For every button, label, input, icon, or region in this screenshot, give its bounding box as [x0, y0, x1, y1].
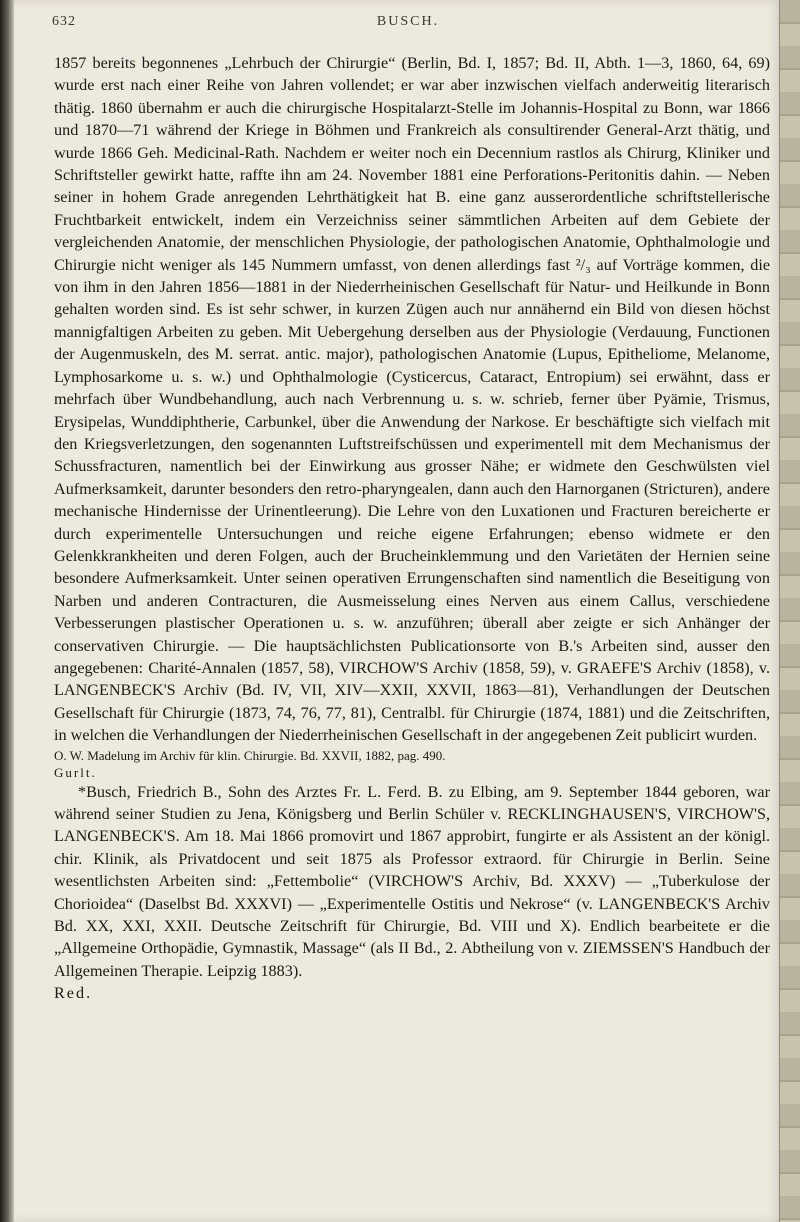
page-edge-stack: [779, 0, 800, 1222]
paragraph-busch-wilhelm: 1857 bereits begonnenes „Lehrbuch der Chirurgie“ (Berlin, Bd. I, 1857; Bd. II, Abth. 1—3, 1860, 64, 69) wurde erst nach einer Reihe von Jahren vollendet; er war aber inzwischen vielfach anderweitig literarisch thätig. 1860 übernahm er auch die chirurgische Hospitalarzt-Stelle im Johannis-Hospital zu Bonn, war 1866 und 1870—71 während der Kriege in Böhmen und Frankreich als consultirender General-Arzt thätig, und wurde 1866 Geh. Medicinal-Rath. Nachdem er weiter noch ein Decennium rastlos als Chirurg, Kliniker und Schriftsteller gewirkt hatte, raffte ihn am 24. November 1881 eine Perforations-Peritonitis dahin. — Neben seiner in hohem Grade anregenden Lehrthätigkeit hat B. eine ganz ausserordentliche schriftstellerische Fruchtbarkeit entwickelt, indem ein Verzeichniss seiner sämmtlichen Arbeiten auf dem Gebiete der vergleichenden Anatomie, der menschlichen Physiologie, der pathologischen Anatomie, Ophthalmologie und Chirurgie nicht weniger als 145 Nummern umfasst, von denen allerdings fast ²/₃ auf Vorträge kommen, die von ihm in den Jahren 1856—1881 in der Niederrheinischen Gesellschaft für Natur- und Heilkunde in Bonn gehalten worden sind. Es ist sehr schwer, in kurzen Zügen auch nur annähernd ein Bild von diesen höchst mannigfaltigen Arbeiten zu geben. Mit Uebergehung derselben aus der Physiologie (Verdauung, Functionen der Augenmuskeln, des M. serrat. antic. major), pathologischen Anatomie (Lupus, Epitheliome, Melanome, Lymphosarkome u. s. w.) und Ophthalmologie (Cysticercus, Cataract, Entropium) sei erwähnt, dass er mehrfach über Wundbehandlung, auch nach Verbrennung u. s. w. schrieb, ferner über Pyämie, Trismus, Erysipelas, Wunddiphtherie, Carbunkel, über die Anwendung der Narkose. Er beschäftigte sich vielfach mit den Kriegsverletzungen, den sogenannten Luftstreifschüssen und experimentell mit dem Mechanismus der Schussfracturen, namentlich bei der Einwirkung aus grosser Nähe; er widmete den Geschwülsten viel Aufmerksamkeit, darunter besonders den retro-pharyngealen, dann auch den Harnorganen (Stricturen), andere mechanische Hindernisse der Urinentleerung). Die Lehre von den Luxationen und Fracturen bereicherte er durch experimentelle Untersuchungen und reiche eigene Erfahrungen; ebenso widmete er den Gelenkkrankheiten und deren Folgen, auch der Brucheinklemmung und den Varietäten der Hernien seine besondere Aufmerksamkeit. Unter seinen operativen Errungenschaften sind namentlich die Beseitigung von Narben und anderen Contracturen, die Ausmeisselung eines Nerven aus einem Callus, verschiedene Verbesserungen plastischer Operationen u. s. w. anzuführen; überall aber zeigte er sich Anhänger der conservativen Chirurgie. — Die hauptsächlichsten Publicationsorte von B.'s Arbeiten sind, ausser den angegebenen: Charité-Annalen (1857, 58), VIRCHOW'S Archiv (1858, 59), v. GRAEFE'S Archiv (1858), v. LANGENBECK'S Archiv (Bd. IV, VII, XIV—XXII, XXVII, 1863—81), Verhandlungen der Deutschen Gesellschaft für Chirurgie (1873, 74, 76, 77, 81), Centralbl. für Chirurgie (1874, 1881) und die Zeitschriften, in welchen die Verhandlungen der Niederrheinischen Gesellschaft in der angegebenen Zeit publicirt wurden.: [54, 54, 770, 745]
running-head: BUSCH.: [376, 14, 440, 29]
citation-signature: Gurlt.: [54, 764, 97, 780]
page-binding-shadow: [0, 0, 14, 1222]
citation-line: O. W. Madelung im Archiv für klin. Chirurgie. Bd. XXVII, 1882, pag. 490.: [54, 747, 446, 763]
book-page: [12, 0, 782, 1222]
page-number: 632: [52, 14, 76, 29]
editor-signature: Red.: [54, 984, 93, 1003]
article-body: [54, 52, 770, 1005]
paragraph-busch-friedrich: *Busch, Friedrich B., Sohn des Arztes Fr. L. Ferd. B. zu Elbing, am 9. September 1844 geboren, war während seiner Studien zu Jena, Königsberg und Berlin Schüler v. RECKLINGHAUSEN'S, VIRCHOW'S, LANGENBECK'S. Am 18. Mai 1866 promovirt und 1867 approbirt, fungirte er als Assistent an der königl. chir. Klinik, als Privatdocent und seit 1875 als Professor extraord. für Chirurgie in Berlin. Seine wesentlichsten Arbeiten sind: „Fettembolie“ (VIRCHOW'S Archiv, Bd. XXXV) — „Tuberkulose der Chorioidea“ (Daselbst Bd. XXXVI) — „Experimentelle Ostitis und Nekrose“ (v. LANGENBECK'S Archiv Bd. XX, XXI, XXII. Deutsche Zeitschrift für Chirurgie, Bd. VIII und X). Endlich bearbeitete er die „Allgemeine Orthopädie, Gymnastik, Massage“ (als II Bd., 2. Abtheilung von v. ZIEMSSEN'S Handbuch der Allgemeinen Therapie. Leipzig 1883).: [54, 782, 770, 980]
page-header: [52, 14, 764, 36]
